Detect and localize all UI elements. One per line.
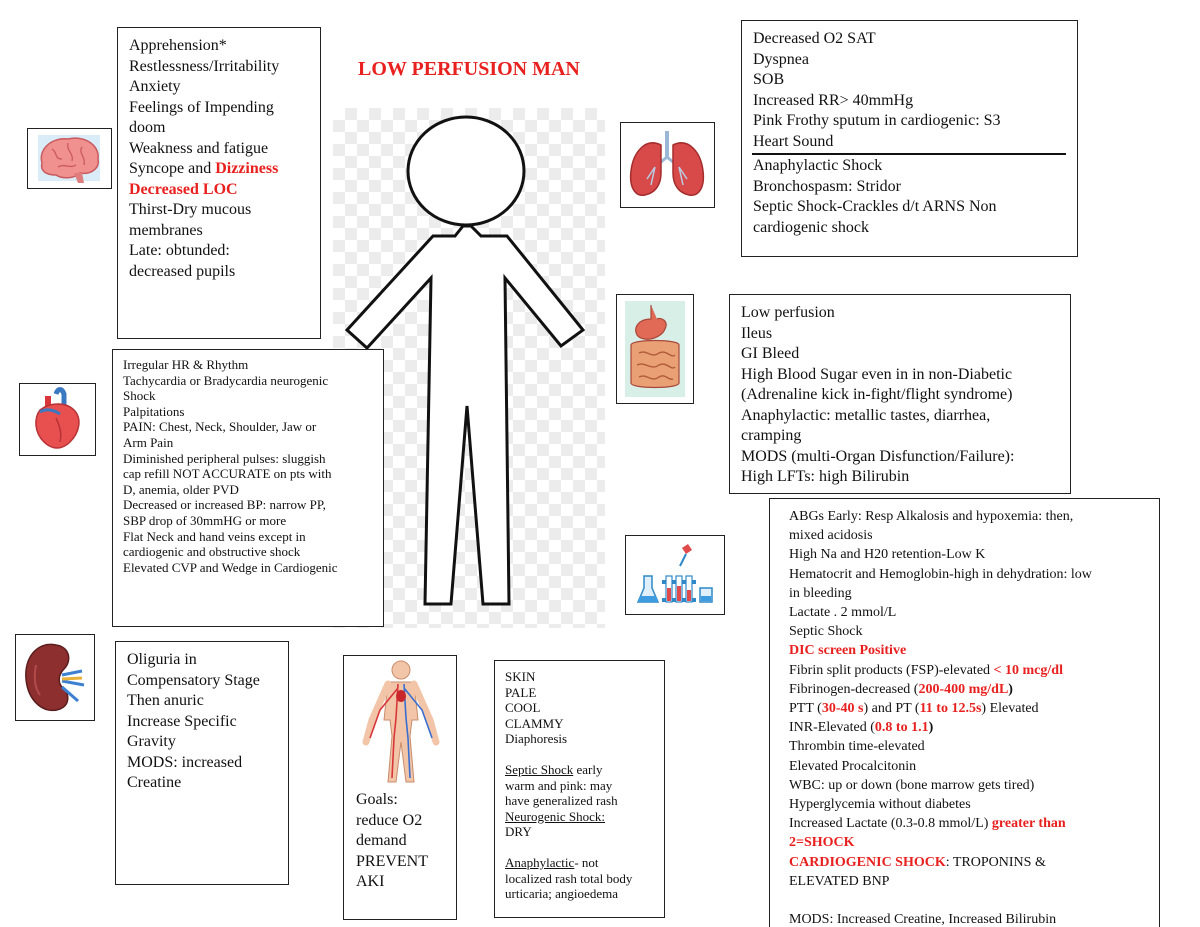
- resp-line: Dyspnea: [753, 50, 809, 68]
- lab-line: Thrombin time-elevated: [789, 739, 925, 755]
- inr-text: INR-Elevated (: [789, 720, 875, 736]
- digestive-system-icon: [616, 294, 694, 404]
- renal-symptoms-box: [115, 641, 289, 885]
- kidney-icon: [15, 634, 95, 721]
- lab-line: MODS: Increased Creatine, Increased Bilirubin: [789, 912, 1057, 927]
- skin-line: PALE: [505, 684, 537, 700]
- septic-shock-label: Septic Shock: [505, 761, 574, 777]
- fibrinogen-line: [789, 680, 1159, 699]
- neuro-line: Thirst-Dry mucous: [129, 201, 252, 218]
- gi-line: Ileus: [741, 324, 773, 342]
- cardiac-line: Elevated CVP and Wedge in Cardiogenic: [123, 559, 338, 575]
- fsp-value: < 10 mcg/dl: [993, 662, 1063, 678]
- neuro-line: Weakness and fatigue: [129, 139, 269, 157]
- cardiac-line: SBP drop of 30mmHG or more: [123, 512, 287, 528]
- neuro-line: decreased pupils: [129, 262, 236, 280]
- renal-line: Oliguria in: [127, 651, 197, 668]
- gi-line: (Adrenaline kick in-fight/flight syndrome): [741, 386, 1013, 403]
- lab-line: Hematocrit and Hemoglobin-high in dehydration: low: [789, 566, 1092, 582]
- septic-shock-line: [505, 762, 664, 778]
- neuro-syncope-line: [129, 159, 320, 180]
- resp-line: cardiogenic shock: [753, 218, 869, 236]
- skin-line: urticaria; angioedema: [505, 886, 618, 902]
- cardiac-line: Flat Neck and hand veins except in: [123, 528, 306, 544]
- decreased-loc-text: Decreased LOC: [129, 180, 238, 198]
- cardiac-line: PAIN: Chest, Neck, Shoulder, Jaw or: [123, 419, 317, 435]
- neuro-line: Anxiety: [129, 78, 181, 95]
- cardiogenic-line: [789, 853, 1159, 872]
- cardiac-line: cap refill NOT ACCURATE on pts with: [123, 466, 332, 482]
- lactate-text: Increased Lactate (0.3-0.8 mmol/L): [789, 816, 992, 832]
- lab-line: Septic Shock: [789, 624, 863, 640]
- shock-text: 2=SHOCK: [789, 835, 855, 851]
- cardiac-line: Palpitations: [123, 403, 185, 419]
- gi-line: cramping: [741, 427, 802, 444]
- renal-line: Increase Specific: [127, 712, 237, 730]
- neurogenic-shock-value: DRY: [505, 824, 532, 840]
- neuro-line: Restlessness/Irritability: [129, 57, 280, 75]
- anaphylactic-line: [505, 855, 664, 871]
- page-title: LOW PERFUSION MAN: [358, 58, 580, 80]
- gi-symptoms-box: [729, 294, 1071, 494]
- heart-icon: [19, 383, 96, 456]
- lab-line: mixed acidosis: [789, 528, 873, 544]
- neuro-line: doom: [129, 119, 166, 136]
- dic-screen-text: DIC screen Positive: [789, 643, 907, 659]
- cardiac-line: Arm Pain: [123, 434, 174, 450]
- brain-icon: [27, 128, 112, 189]
- skin-line: Diaphoresis: [505, 731, 568, 747]
- skin-line: warm and pink: may: [505, 777, 613, 793]
- renal-line: Then anuric: [127, 692, 204, 709]
- resp-line: Pink Frothy sputum in cardiogenic: S3: [753, 112, 1001, 129]
- resp-line: Heart Sound: [753, 132, 834, 150]
- fsp-line: [789, 661, 1159, 680]
- cardiac-line: Irregular HR & Rhythm: [123, 357, 249, 372]
- goals-line: reduce O2: [356, 811, 423, 829]
- resp-line: Increased RR> 40mmHg: [753, 91, 914, 109]
- lab-line: in bleeding: [789, 585, 852, 601]
- inr-end: ): [928, 720, 934, 736]
- pt-end: ) Elevated: [981, 701, 1039, 717]
- gi-line: Anaphylactic: metallic tastes, diarrhea,: [741, 406, 991, 424]
- neuro-line: membranes: [129, 221, 203, 239]
- lab-line: WBC: up or down (bone marrow gets tired): [789, 777, 1035, 793]
- skin-line: CLAMMY: [505, 715, 564, 731]
- neurogenic-shock-label: Neurogenic Shock:: [505, 808, 606, 824]
- fsp-text: Fibrin split products (FSP)-elevated: [789, 662, 994, 678]
- inr-value: 0.8 to 1.1: [874, 720, 929, 736]
- resp-line: Decreased O2 SAT: [753, 30, 876, 47]
- skin-line: COOL: [505, 700, 541, 716]
- anaphylactic-label: Anaphylactic: [505, 854, 575, 870]
- renal-line: Creatine: [127, 774, 182, 791]
- neuro-line: Apprehension*: [129, 37, 227, 54]
- skin-findings-box: [494, 660, 665, 918]
- circulatory-system-icon: [358, 658, 444, 786]
- lab-line: ELEVATED BNP: [789, 873, 890, 889]
- skin-line: have generalized rash: [505, 793, 618, 809]
- cardiac-line: D, anemia, older PVD: [123, 481, 239, 497]
- cardiogenic-rest: : TROPONINS &: [945, 854, 1046, 870]
- gi-line: High LFTs: high Bilirubin: [741, 468, 910, 485]
- fibrinogen-value: 200-400 mg/dL: [918, 681, 1009, 697]
- lab-test-tubes-icon: [625, 535, 725, 615]
- cardiac-line: Shock: [123, 388, 156, 404]
- anaphylactic-rest: - not: [574, 854, 599, 870]
- resp-line: SOB: [753, 71, 785, 88]
- fibrinogen-text: Fibrinogen-decreased (: [789, 681, 919, 697]
- resp-line: Septic Shock-Crackles d/t ARNS Non: [753, 198, 997, 215]
- cardiac-symptoms-box: [112, 349, 384, 627]
- cardiogenic-shock-text: CARDIOGENIC SHOCK: [789, 854, 946, 870]
- renal-line: MODS: increased: [127, 753, 243, 771]
- neuro-line: Feelings of Impending: [129, 98, 274, 116]
- lab-line: Hyperglycemia without diabetes: [789, 797, 971, 813]
- dizziness-text: Dizziness: [215, 160, 279, 177]
- ptt-text: PTT (: [789, 701, 822, 717]
- goals-line: PREVENT: [356, 852, 428, 870]
- skin-line: localized rash total body: [505, 870, 633, 886]
- respiratory-symptoms-box: [741, 20, 1078, 257]
- gi-line: Low perfusion: [741, 304, 835, 321]
- gi-line: GI Bleed: [741, 345, 800, 362]
- cardiac-line: Diminished peripheral pulses: sluggish: [123, 450, 326, 466]
- septic-shock-rest: early: [573, 761, 603, 777]
- lab-line: ABGs Early: Resp Alkalosis and hypoxemia: then,: [789, 509, 1074, 524]
- gi-line: High Blood Sugar even in in non-Diabetic: [741, 365, 1013, 383]
- fibrinogen-end: ): [1008, 681, 1013, 697]
- lungs-icon: [620, 122, 715, 208]
- cardiac-line: cardiogenic and obstructive shock: [123, 544, 301, 560]
- resp-divider: [752, 153, 1066, 155]
- goals-line: Goals:: [356, 791, 398, 808]
- skin-line: SKIN: [505, 669, 536, 684]
- neuro-symptoms-box: [117, 27, 321, 339]
- resp-line: Anaphylactic Shock: [753, 157, 883, 174]
- ptt-mid: ) and PT (: [863, 701, 920, 717]
- ptt-line: [789, 699, 1159, 718]
- resp-line: Bronchospasm: Stridor: [753, 177, 901, 195]
- renal-line: Compensatory Stage: [127, 671, 260, 689]
- ptt-value: 30-40 s: [821, 701, 864, 717]
- neuro-line: Late: obtunded:: [129, 242, 230, 259]
- lab-line: Elevated Procalcitonin: [789, 758, 917, 774]
- cardiac-line: Tachycardia or Bradycardia neurogenic: [123, 372, 329, 388]
- cardiac-line: Decreased or increased BP: narrow PP,: [123, 497, 326, 513]
- inr-line: [789, 718, 1159, 737]
- lactate-line: [789, 814, 1159, 833]
- goals-box: [343, 655, 457, 920]
- goals-line: AKI: [356, 873, 385, 890]
- lab-line: Lactate . 2 mmol/L: [789, 605, 897, 621]
- lactate-value: greater than: [991, 816, 1066, 832]
- lab-line: High Na and H20 retention-Low K: [789, 547, 986, 563]
- goals-line: demand: [356, 832, 407, 849]
- gi-line: MODS (multi-Organ Disfunction/Failure):: [741, 447, 1015, 465]
- lab-findings-box: [769, 498, 1160, 927]
- renal-line: Gravity: [127, 733, 176, 750]
- pt-value: 11 to 12.5s: [919, 701, 982, 717]
- syncope-text: Syncope and: [129, 160, 216, 177]
